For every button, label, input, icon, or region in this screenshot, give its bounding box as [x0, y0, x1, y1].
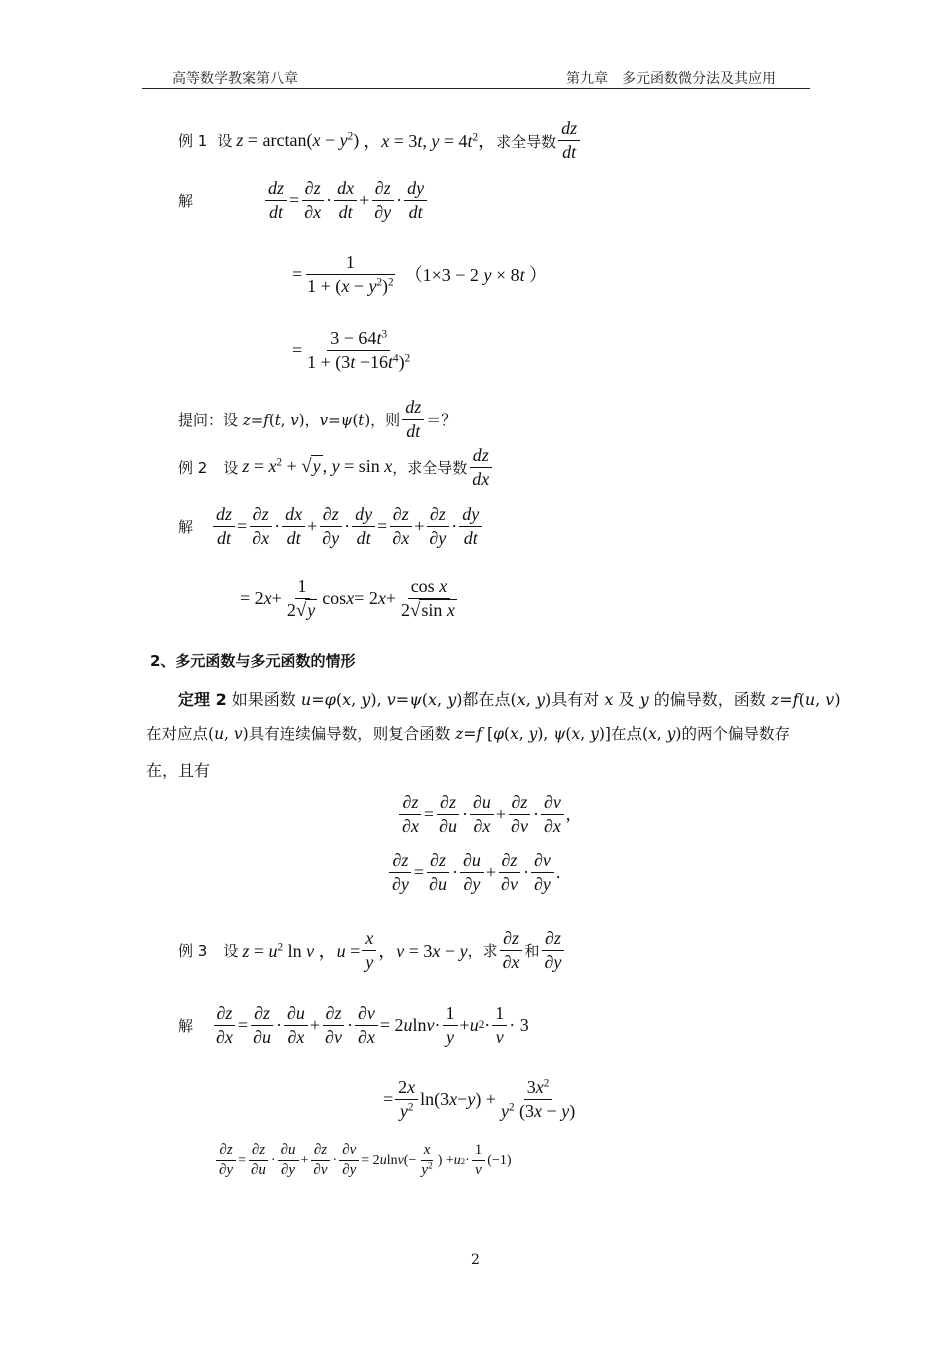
example2-statement	[178, 445, 494, 489]
example2-target-derivative: $\frac{dz}{dx}$	[469, 445, 492, 489]
question-label: 提问：设 z=f(t, v)，v=ψ(t)，则	[178, 410, 401, 429]
example2-tail: ，求全导数	[392, 458, 468, 477]
example3-dzdx: $\frac{\partial z}{\partial x}$ = $\frac{\partial z}{\partial u}$ · $\frac{\partial u}{\partial x}$ + $\frac{\partial z}{\partial v}$ · $\frac{\partial v}{\partial x}$ = 2 u ln v · $\frac{1}{y}$ + u 2 · $\frac{1}{v}$ · 3	[211, 1003, 529, 1047]
example1-chain-rule: $\frac{dz}{dt}$ = $\frac{\partial z}{\partial x}$ · $\frac{dx}{dt}$ + $\frac{\partial z}{\partial y}$ · $\frac{dy}{dt}$	[263, 178, 429, 222]
example3-intro: 设	[223, 941, 239, 960]
example3-label: 例 3	[178, 941, 208, 960]
example3-target-x: $\frac{\partial z}{\partial x}$	[500, 928, 523, 972]
example3-solution-label: 解	[178, 1016, 194, 1035]
example1-solution-label: 解	[178, 191, 194, 210]
theorem2-line2: 在对应点(u, v)具有连续偏导数，则复合函数 z=f [φ(x, y), ψ(x, y)]在点(x, y)的两个偏导数存	[146, 725, 790, 743]
example3-dzdy: $\frac{\partial z}{\partial y}$ = $\frac{\partial z}{\partial u}$ · $\frac{\partial u}{\partial y}$ + $\frac{\partial z}{\partial v}$ · $\frac{\partial v}{\partial y}$ = 2 u ln v (− $\frac{x}{y^2}$ ) + u 2 · $\frac{1}{v}$ (−1)	[214, 1142, 512, 1180]
example3-u-def: $\frac{x}{y}$	[362, 928, 376, 972]
example2-solution-line2: = 2 x + $\frac{1}{2√y}$ cos x = 2 x + $\frac{\text{cos x}}{\text{2√sin x}}$	[240, 576, 455, 621]
example3-target-y: $\frac{\partial z}{\partial y}$	[542, 928, 565, 972]
example1-paren-expr: （1×3 − 2 y × 8t ）	[404, 265, 548, 286]
theorem2-title: 定理 2	[178, 690, 227, 709]
example2-solution-line1	[178, 504, 484, 548]
example1-statement	[178, 118, 582, 162]
example1-solution-line1	[178, 178, 429, 222]
theorem2-line3: 在，且有	[146, 761, 211, 780]
example1-intro: 设	[217, 131, 233, 150]
example1-solution-line3: = $\frac{3 - 64t^3}{1 + (3t -16t^4)^2}$	[292, 328, 411, 372]
example3-solution-line1	[178, 1003, 529, 1047]
theorem2-formula-y: $\frac{\partial z}{\partial y}$ = $\frac{\partial z}{\partial u}$ · $\frac{\partial u}{\partial y}$ + $\frac{\partial z}{\partial v}$ · $\frac{\partial v}{\partial y}$ .	[387, 850, 560, 894]
example3-and: 和	[524, 941, 540, 960]
theorem2-formula-x: $\frac{\partial z}{\partial x}$ = $\frac{\partial z}{\partial u}$ · $\frac{\partial u}{\partial x}$ + $\frac{\partial z}{\partial v}$ · $\frac{\partial v}{\partial x}$ ,	[397, 792, 570, 836]
header-rule	[142, 88, 810, 89]
example2-label: 例 2	[178, 458, 208, 477]
question-tail: ＝？	[426, 410, 457, 429]
example3-statement	[178, 928, 566, 972]
example3-solution-line2: = $\frac{2x}{y^2}$ ln(3 x − y ) + $\frac{3x^2}{y^2 (3x - y)}$	[383, 1077, 576, 1121]
theorem2-line1: 定理 2 如果函数 u=φ(x, y), v=ψ(x, y)都在点(x, y)具有对 x 及 y 的偏导数，函数 z=f(u, v)	[178, 690, 841, 709]
header-right: 第九章 多元函数微分法及其应用	[566, 71, 776, 87]
example2-intro: 设	[223, 458, 239, 477]
example1-solution-line2: = $\frac{1}{1 + (x - y^2)^2}$ （1×3 − 2 y × 8t ）	[292, 252, 548, 296]
question-derivative: $\frac{dz}{dt}$	[402, 397, 424, 441]
example1-function: $z = \arctan(x - y^2)$	[236, 129, 360, 150]
example1-target-derivative: $\frac{dz}{dt}$	[558, 118, 580, 162]
section2-heading: 2、多元函数与多元函数的情形	[150, 652, 356, 670]
page-number: 2	[471, 1252, 480, 1268]
example1-given: ，x = 3t, $y = 4t^2$，求全导数	[363, 131, 557, 152]
question-line	[178, 397, 456, 441]
example1-label: 例 1	[178, 131, 208, 150]
example2-solution-label: 解	[178, 517, 194, 536]
header-left: 高等数学教案第八章	[172, 71, 298, 87]
example3-seek: ，求	[467, 941, 498, 960]
example2-function: $z = x^2 + √y$ , y = sin x	[242, 456, 393, 478]
example3-v-def: ，v = 3x − y	[378, 941, 468, 962]
example2-chain-rule: $\frac{dz}{dt}$ = $\frac{\partial z}{\partial x}$ · $\frac{dx}{dt}$ + $\frac{\partial z}{\partial y}$ · $\frac{dy}{dt}$ = $\frac{\partial z}{\partial x}$ + $\frac{\partial z}{\partial y}$ · $\frac{dy}{dt}$	[211, 504, 484, 548]
example3-function: $z = u^2$ ln v ，u =	[242, 941, 361, 962]
